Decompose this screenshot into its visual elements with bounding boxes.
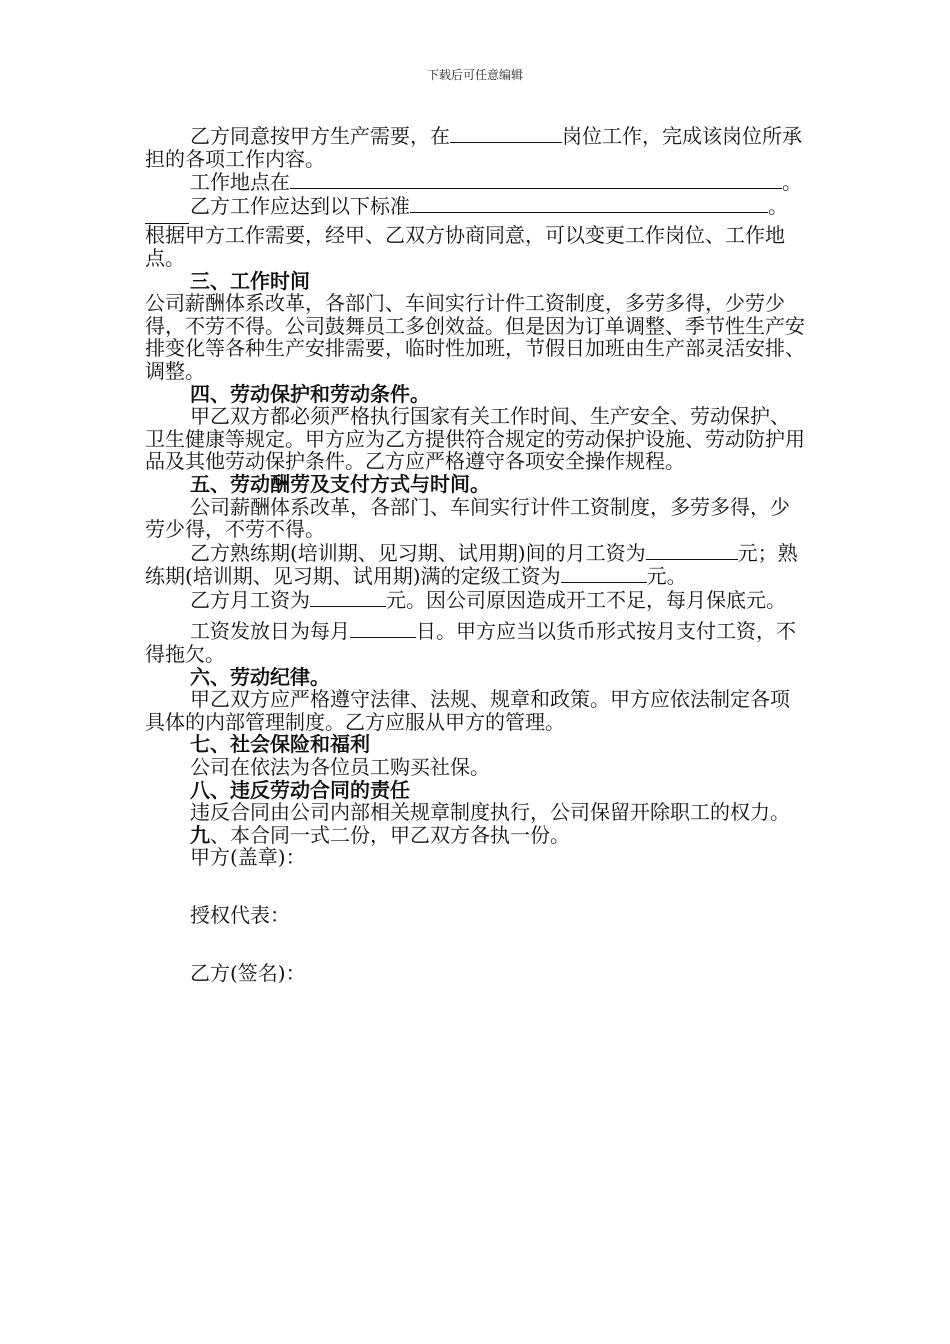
paragraph-liability: 违反合同由公司内部相关规章制度执行，公司保留开除职工的权力。 — [190, 800, 790, 825]
blank-monthly-salary[interactable] — [310, 588, 386, 607]
text: 元；熟练期(培训期、见习期、试用期)满的定级工资为 — [145, 540, 798, 589]
text: 乙方同意按甲方生产需要，在 — [190, 124, 450, 148]
paragraph-post — [145, 124, 807, 170]
paragraph-labor-protection: 甲乙双方都必须严格执行国家有关工作时间、生产安全、劳动保护、卫生健康等规定。甲方应为乙方提供符合规定的劳动保护设施、劳动防护用品及其他劳动保护条件。乙方应严格遵守各项安全操作规程。 — [145, 404, 805, 474]
page-header: 下载后可任意编辑 — [426, 68, 523, 82]
text: 。 — [782, 170, 802, 195]
paragraph-change-post: 根据甲方工作需要，经甲、乙双方协商同意，可以变更工作岗位、工作地点。 — [145, 223, 785, 270]
heading-remuneration: 五、劳动酬劳及支付方式与时间。 — [190, 471, 490, 496]
text: 元。 — [646, 564, 687, 589]
heading-discipline: 六、劳动纪律。 — [190, 664, 330, 689]
heading-working-time: 三、工作时间 — [190, 268, 310, 293]
contract-body — [145, 124, 807, 984]
paragraph-payday — [145, 619, 807, 665]
signature-representative: 授权代表： — [190, 903, 290, 927]
signature-party-a: 甲方(盖章)： — [190, 845, 306, 870]
paragraph-remuneration: 公司薪酬体系改革，各部门、车间实行计件工资制度，多劳多得，少劳少得，不劳不得。 — [145, 494, 790, 542]
blank-post[interactable] — [450, 124, 562, 143]
paragraph-standard — [145, 194, 807, 218]
blank-standard[interactable] — [410, 194, 768, 213]
blank-probation-salary[interactable] — [646, 541, 738, 560]
paragraph-location — [145, 170, 807, 194]
paragraph-monthly-salary — [145, 588, 807, 612]
blank-grade-salary[interactable] — [561, 564, 647, 583]
text: 岗位工作，完成该岗位所承担的各项工作内容。 — [145, 124, 802, 171]
text: 九 — [190, 822, 210, 847]
text: 乙方月工资为 — [190, 587, 310, 612]
text: 工作地点在 — [190, 170, 290, 195]
paragraph-probation-salary — [145, 541, 807, 588]
paragraph-copies — [145, 824, 807, 847]
text: 乙方工作应达到以下标准 — [190, 193, 410, 218]
text: 工资发放日为每月 — [190, 619, 350, 644]
paragraph-discipline: 甲乙双方应严格遵守法律、法规、规章和政策。甲方应依法制定各项具体的内部管理制度。乙方应服从甲方的管理。 — [145, 687, 790, 734]
blank-payday[interactable] — [350, 619, 416, 638]
signature-party-b: 乙方(签名)： — [190, 960, 306, 985]
text: 乙方熟练期(培训期、见习期、试用期)间的月工资为 — [190, 540, 646, 565]
blank-location[interactable] — [290, 170, 782, 189]
text: 日。甲方应当以货币形式按月支付工资，不得拖欠。 — [145, 619, 796, 667]
heading-liability: 八、违反劳动合同的责任 — [190, 777, 410, 802]
paragraph-working-time: 公司薪酬体系改革，各部门、车间实行计件工资制度，多劳多得，少劳少得，不劳不得。公司鼓舞员工多创效益。但是因为订单调整、季节性生产安排变化等各种生产安排需要，临时性加班，节假日加班由生产部灵活安排、调整。 — [145, 291, 805, 383]
text: 。 — [768, 193, 788, 218]
text: 、本合同一式二份，甲乙双方各执一份。 — [210, 822, 570, 847]
heading-labor-protection: 四、劳动保护和劳动条件。 — [190, 381, 430, 406]
heading-social-insurance: 七、社会保险和福利 — [190, 732, 370, 757]
paragraph-social-insurance: 公司在依法为各位员工购买社保。 — [190, 755, 490, 780]
text: 元。因公司原因造成开工不足，每月保底元。 — [386, 587, 786, 612]
